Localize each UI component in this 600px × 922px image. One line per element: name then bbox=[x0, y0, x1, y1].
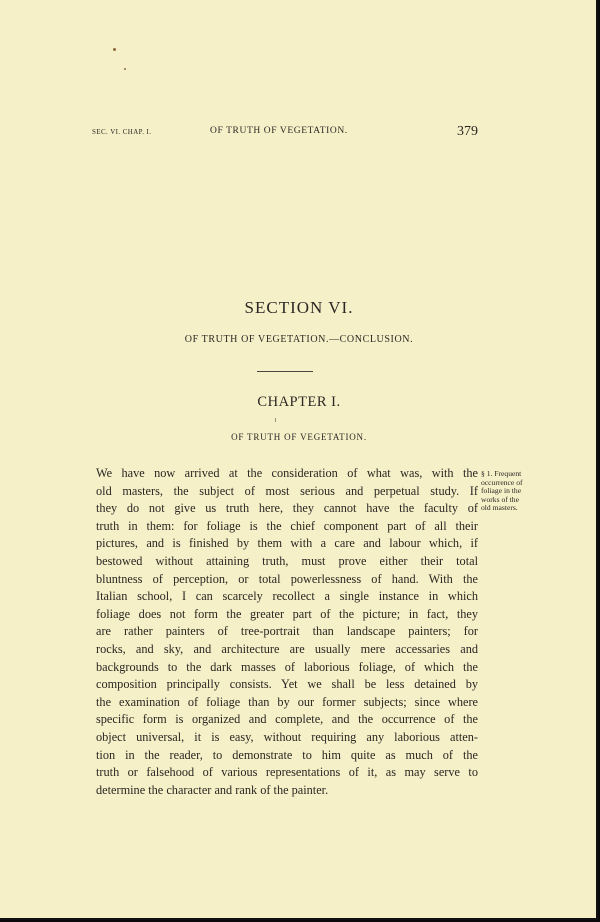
body-line: We have now arrived at the consideration of what was, with the bbox=[96, 466, 478, 480]
paper-mark bbox=[275, 418, 276, 422]
body-line: rocks, and sky, and architecture are usually mere accessaries and bbox=[96, 641, 478, 656]
margin-note-line: occurrence of bbox=[481, 477, 523, 487]
body-line: determine the character and rank of the painter. bbox=[96, 782, 329, 797]
margin-note bbox=[481, 470, 549, 513]
body-line: bestowed without attaining truth, must prove either their total bbox=[96, 553, 478, 568]
section-subtitle: OF TRUTH OF VEGETATION.—CONCLUSION. bbox=[184, 334, 414, 345]
body-paragraph bbox=[96, 465, 478, 799]
margin-note-line: § 1. Frequent bbox=[481, 469, 522, 478]
body-line: the examination of foliage than by our former subjects; since where bbox=[96, 694, 478, 709]
body-line: specific form is organized and complete, and the occurrence of the bbox=[96, 712, 478, 727]
body-line: truth in them: for foliage is the chief component part of all their bbox=[96, 518, 478, 533]
paper-speck bbox=[113, 48, 116, 51]
body-line: composition principally consists. Yet we shall be less detained by bbox=[96, 677, 478, 692]
body-line: object universal, it is easy, without requiring any laborious atten- bbox=[96, 729, 478, 744]
chapter-title: CHAPTER I. bbox=[257, 394, 341, 410]
running-head-title: OF TRUTH OF VEGETATION. bbox=[210, 126, 348, 136]
body-line: backgrounds to the dark masses of laborious foliage, of which the bbox=[96, 659, 478, 674]
divider-rule bbox=[257, 371, 313, 372]
running-head-section: SEC. VI. CHAP. I. bbox=[92, 128, 152, 136]
paper-speck bbox=[124, 68, 126, 70]
body-line: tion in the reader, to demonstrate to him quite as much of the bbox=[96, 747, 478, 762]
margin-note-line: foliage in the bbox=[481, 486, 522, 496]
body-line: Italian school, I can scarcely recollect a single instance in which bbox=[96, 589, 478, 604]
body-line: foliage does not form the greater part of the picture; in fact, they bbox=[96, 606, 478, 621]
chapter-subtitle: OF TRUTH OF VEGETATION. bbox=[231, 432, 367, 442]
body-line: pictures, and is finished by them with a care and labour which, if bbox=[96, 536, 478, 551]
margin-note-line: old masters. bbox=[481, 503, 518, 513]
section-title: SECTION VI. bbox=[244, 298, 354, 317]
body-line: old masters, the subject of most serious and perpetual study. If bbox=[96, 483, 478, 498]
body-line: they do not give us truth here, they cannot have the faculty of bbox=[96, 501, 478, 516]
body-line: bluntness of perception, or total powerlessness of hand. With the bbox=[96, 571, 478, 586]
body-line: truth or falsehood of various representations of it, as may serve to bbox=[96, 765, 478, 780]
margin-note-line: works of the bbox=[481, 494, 519, 504]
body-line: are rather painters of tree-portrait than landscape painters; for bbox=[96, 624, 478, 639]
page-number: 379 bbox=[457, 124, 478, 139]
running-head bbox=[92, 124, 478, 144]
